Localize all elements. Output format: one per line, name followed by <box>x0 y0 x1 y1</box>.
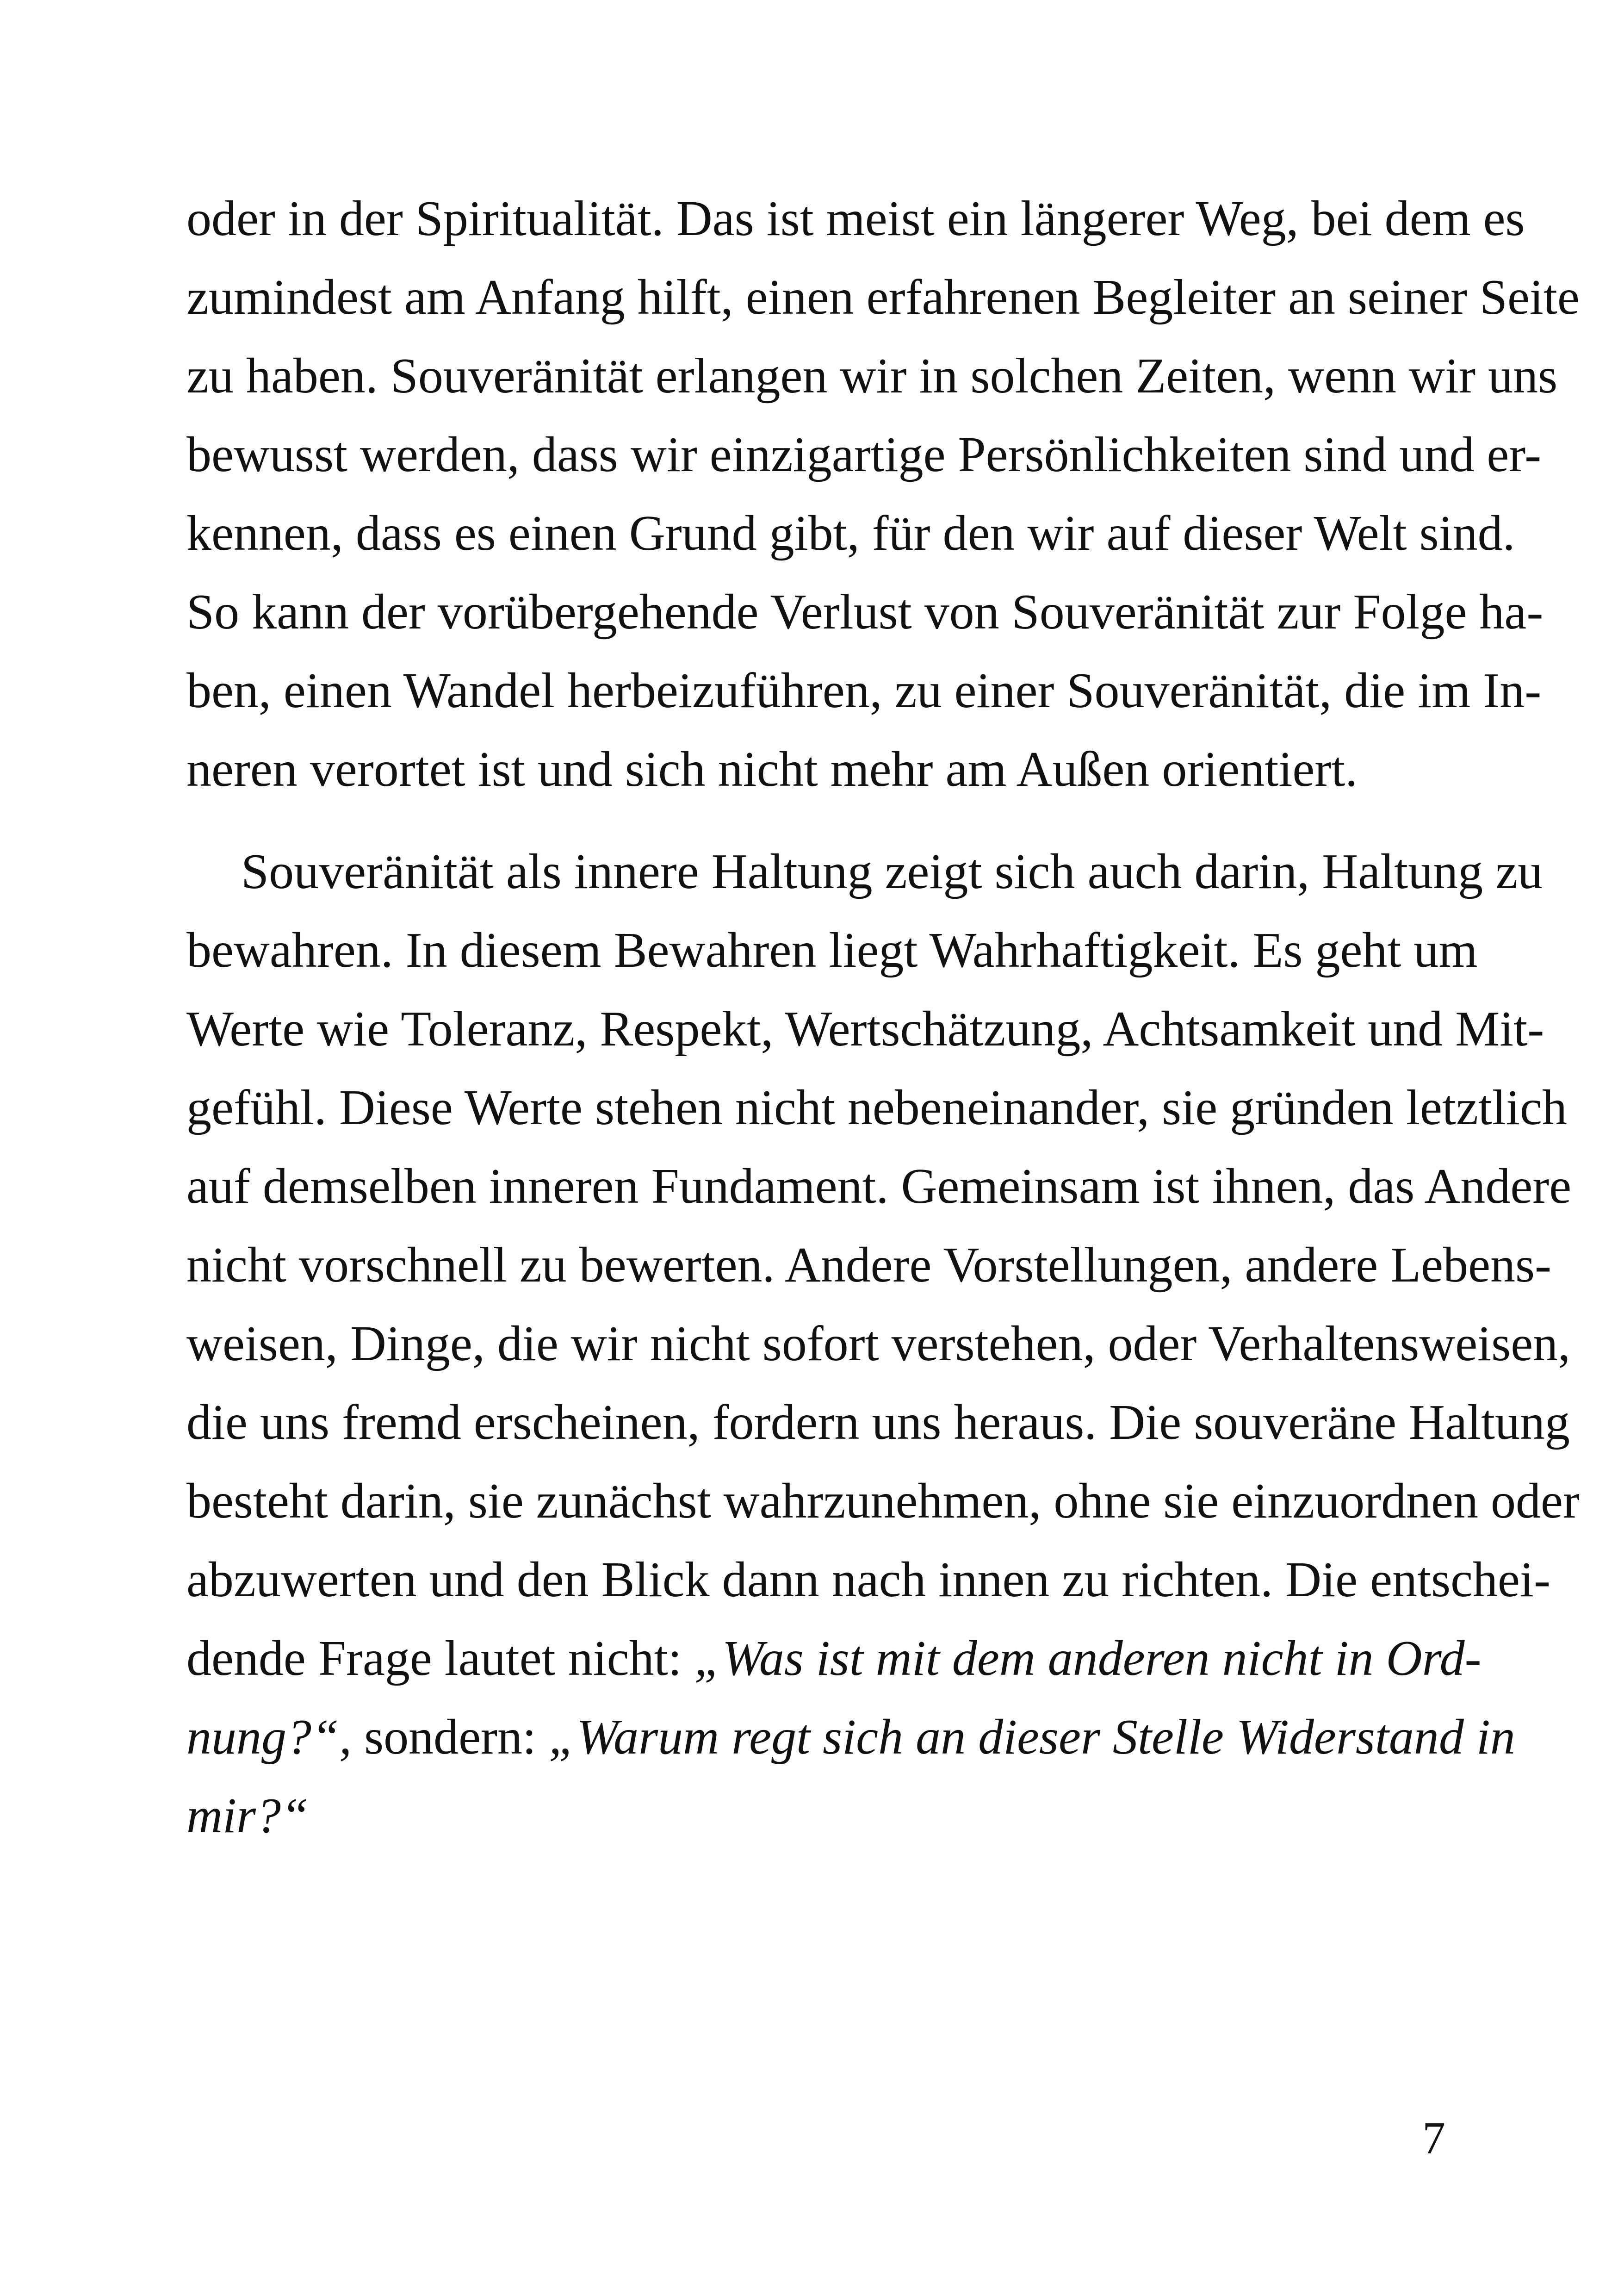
text-line: weisen, Dinge, die wir nicht sofort verstehen, oder Verhaltensweisen, <box>186 1316 1571 1371</box>
text-line: oder in der Spiritualität. Das ist meist ein längerer Weg, bei dem es <box>186 191 1525 246</box>
page-number: 7 <box>1422 2112 1445 2164</box>
text-line: zumindest am Anfang hilft, einen erfahrenen Begleiter an seiner Seite <box>186 270 1580 325</box>
text-line: kennen, dass es einen Grund gibt, für den wir auf dieser Welt sind. <box>186 506 1515 561</box>
text-line: neren verortet ist und sich nicht mehr am Außen orientiert. <box>186 742 1358 797</box>
paragraph-2 <box>186 833 1580 1855</box>
text-line: So kann der vorübergehende Verlust von Souveränität zur Folge ha- <box>186 585 1544 640</box>
text-line <box>186 1777 1444 1855</box>
text-line: gefühl. Diese Werte stehen nicht nebeneinander, sie gründen letztlich <box>186 1080 1567 1135</box>
text-line: bewusst werden, dass wir einzigartige Persönlichkeiten sind und er- <box>186 427 1542 482</box>
text-line: ben, einen Wandel herbeizuführen, zu einer Souveränität, die im In- <box>186 663 1542 718</box>
text-line: Werte wie Toleranz, Respekt, Wertschätzung, Achtsamkeit und Mit- <box>186 1002 1544 1057</box>
text-line: nicht vorschnell zu bewerten. Andere Vorstellungen, andere Lebens- <box>186 1238 1552 1293</box>
text-line: abzuwerten und den Blick dann nach innen zu richten. Die entschei- <box>186 1552 1550 1607</box>
text-line: auf demselben inneren Fundament. Gemeinsam ist ihnen, das Andere <box>186 1159 1572 1214</box>
text-line: zu haben. Souveränität erlangen wir in solchen Zeiten, wenn wir uns <box>186 348 1558 404</box>
paragraph-1 <box>186 180 1580 809</box>
italic-question: „Warum regt sich an dieser Stelle Widerstand in <box>549 1710 1515 1765</box>
italic-question: nung?“, <box>186 1710 365 1765</box>
text-segment: sondern: <box>364 1710 549 1765</box>
italic-question: „Was ist mit dem anderen nicht in Ord- <box>694 1631 1482 1686</box>
text-line: bewahren. In diesem Bewahren liegt Wahrhaftigkeit. Es geht um <box>186 923 1478 978</box>
text-line: Souveränität als innere Haltung zeigt sich auch darin, Haltung zu <box>241 844 1543 899</box>
text-segment: dende Frage lautet nicht: <box>186 1631 694 1686</box>
text-line: besteht darin, sie zunächst wahrzunehmen, ohne sie einzuordnen oder <box>186 1474 1580 1529</box>
text-line <box>186 1619 1482 1698</box>
text-line: die uns fremd erscheinen, fordern uns heraus. Die souveräne Haltung <box>186 1395 1570 1450</box>
text-line <box>186 1698 1515 1777</box>
italic-question: mir?“ <box>186 1788 309 1843</box>
